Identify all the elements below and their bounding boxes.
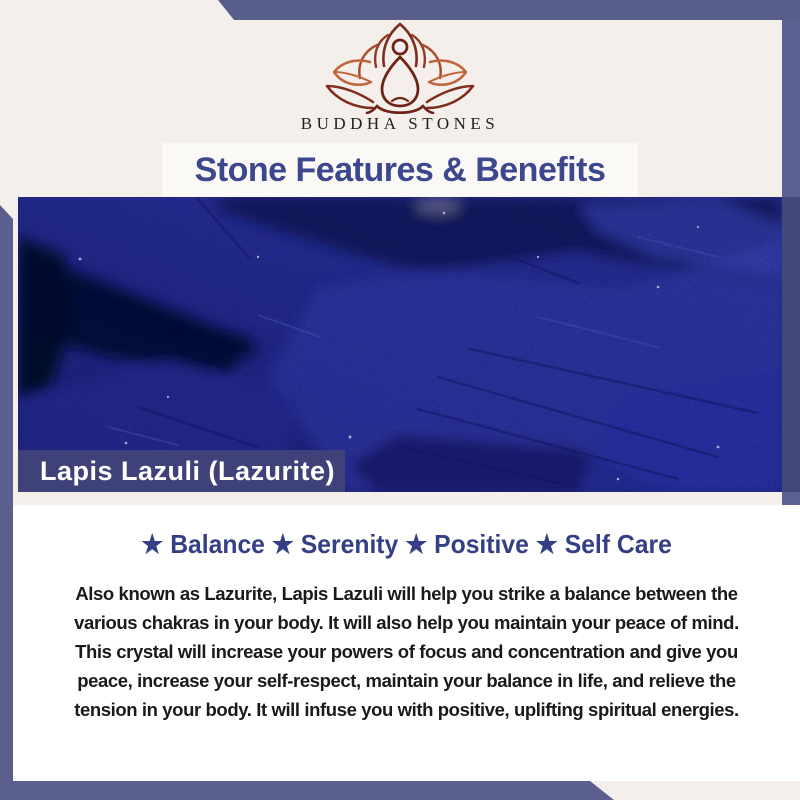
stone-photo	[18, 197, 782, 492]
brand-name: BUDDHA STONES	[300, 114, 500, 133]
top-accent-bar	[0, 0, 800, 20]
body-line: This crystal will increase your powers of focus and concentration and give you	[75, 641, 738, 662]
lapis-rock-image	[18, 197, 782, 492]
body-line: Also known as Lazurite, Lapis Lazuli will help you strike a balance between the	[75, 583, 738, 604]
stone-name: Lapis Lazuli (Lazurite)	[40, 456, 336, 486]
content-card	[13, 505, 800, 781]
stone-name-bar	[18, 450, 345, 492]
left-accent-bar	[0, 205, 13, 781]
benefits-line: ★ Balance ★ Serenity ★ Positive ★ Self Care	[141, 529, 672, 559]
brand-logo	[0, 22, 800, 119]
body-paragraph	[25, 579, 788, 724]
body-line: various chakras in your body. It will also help you maintain your peace of mind.	[74, 612, 739, 633]
body-line: peace, increase your self-respect, maintain your balance in life, and relieve the	[77, 670, 736, 691]
body-line: tension in your body. It will infuse you with positive, uplifting spiritual energies.	[74, 699, 739, 720]
section-title: Stone Features & Benefits	[194, 151, 606, 189]
section-title-banner	[162, 143, 638, 197]
lotus-meditation-icon	[312, 22, 488, 114]
bottom-accent-bar	[0, 781, 614, 800]
